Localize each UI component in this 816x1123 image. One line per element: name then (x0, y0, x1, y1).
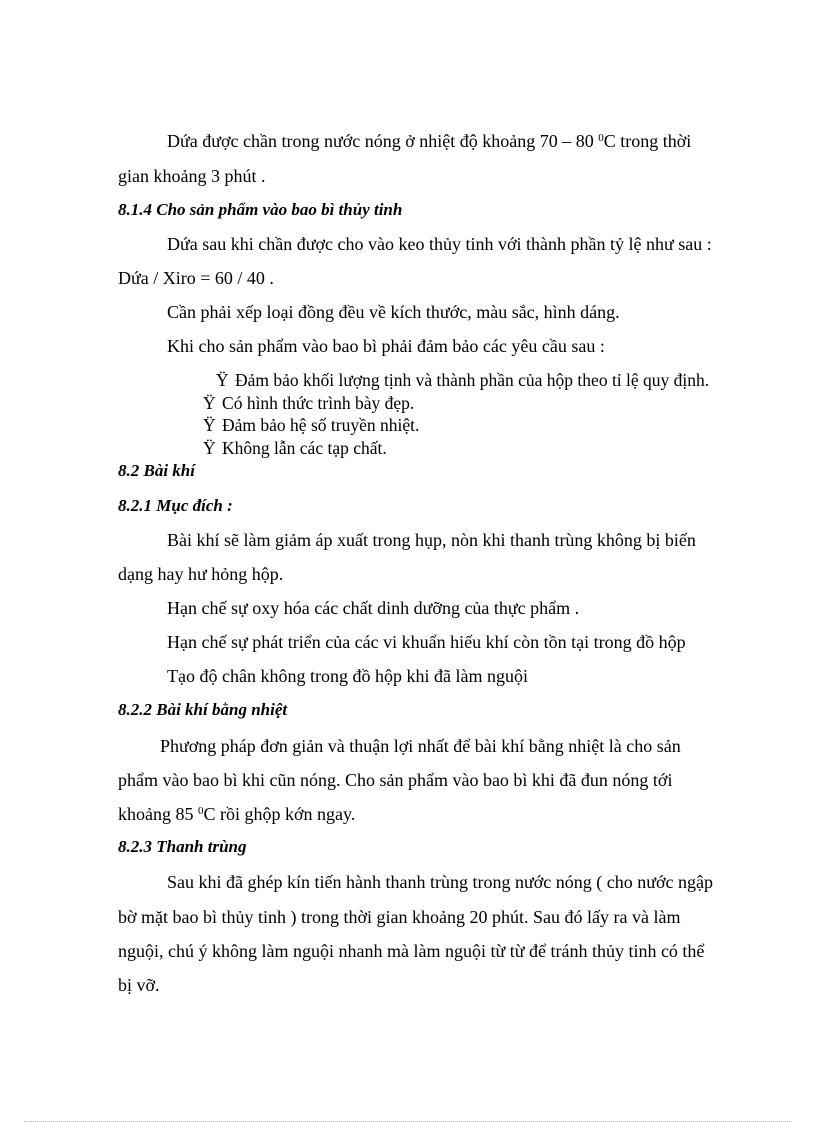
text-run: Dứa được chần trong nước nóng ở nhiệt độ khoảng 70 – 80 (167, 131, 599, 151)
bullet-text: Đảm bảo khối lượng tịnh và thành phần của hộp theo tỉ lệ quy định. (235, 370, 710, 390)
superscript-degree: 0 (198, 805, 204, 817)
bullet-item (216, 369, 709, 391)
bullet-marker: Ÿ (203, 438, 216, 458)
superscript-degree: 0 (598, 132, 604, 144)
bullet-item (203, 392, 414, 414)
paragraph-sterilization-line-3: nguội, chú ý không làm nguội nhanh mà làm nguội từ từ để tránh thủy tinh có thể (118, 941, 705, 961)
paragraph-blanching-line-2: gian khoảng 3 phút . (118, 166, 266, 186)
bullet-item (203, 414, 419, 436)
paragraph-oxidation: Hạn chế sự oxy hóa các chất dinh dưỡng của thực phẩm . (167, 598, 580, 618)
paragraph-requirements: Khi cho sản phẩm vào bao bì phải đảm bảo các yêu cầu sau : (167, 336, 605, 356)
paragraph-heat-exhaust-line-2: phẩm vào bao bì khi cũn nóng. Cho sản phẩm vào bao bì khi đã đun nóng tới (118, 770, 673, 790)
section-heading-8-2: 8.2 Bài khí (118, 461, 195, 480)
bullet-text: Không lẫn các tạp chất. (222, 438, 387, 458)
bullet-marker: Ÿ (216, 370, 229, 390)
section-heading-8-1-4: 8.1.4 Cho sản phẩm vào bao bì thủy tinh (118, 200, 403, 219)
paragraph-sorting: Cần phải xếp loại đồng đều về kích thước, màu sắc, hình dáng. (167, 302, 620, 322)
section-heading-8-2-2: 8.2.2 Bài khí bằng nhiệt (118, 700, 288, 719)
paragraph-heat-exhaust-line-1: Phương pháp đơn giản và thuận lợi nhất để bài khí bằng nhiệt là cho sản (160, 736, 681, 756)
paragraph-heat-exhaust-line-3 (118, 803, 355, 825)
page-bottom-divider (24, 1121, 792, 1122)
bullet-marker: Ÿ (203, 393, 216, 413)
text-run: C trong thời (603, 131, 692, 151)
paragraph-sterilization-line-2: bờ mặt bao bì thủy tinh ) trong thời gian khoảng 20 phút. Sau đó lấy ra và làm (118, 907, 681, 927)
paragraph-blanching-line-1 (167, 130, 691, 152)
bullet-text: Đảm bảo hệ số truyền nhiệt. (222, 415, 420, 435)
bullet-item (203, 437, 387, 459)
paragraph-sterilization-line-1: Sau khi đã ghép kín tiến hành thanh trùng trong nước nóng ( cho nước ngập (167, 872, 713, 892)
paragraph-exhaust-line-2: dạng hay hư hỏng hộp. (118, 564, 284, 584)
section-heading-8-2-1: 8.2.1 Mục đích : (118, 496, 233, 515)
text-run: C rồi ghộp kớn ngay. (203, 804, 356, 824)
paragraph-ratio-line-2: Dứa / Xiro = 60 / 40 . (118, 268, 274, 288)
bullet-text: Có hình thức trình bày đẹp. (222, 393, 415, 413)
text-run: khoảng 85 (118, 804, 198, 824)
paragraph-vacuum: Tạo độ chân không trong đồ hộp khi đã làm nguội (167, 666, 528, 686)
paragraph-bacteria: Hạn chế sự phát triển của các vi khuẩn hiếu khí còn tồn tại trong đồ hộp (167, 632, 686, 652)
paragraph-ratio-line-1: Dứa sau khi chần được cho vào keo thủy tinh với thành phần tỷ lệ như sau : (167, 234, 712, 254)
paragraph-exhaust-line-1: Bài khí sẽ làm giảm áp xuất trong hụp, nòn khi thanh trùng không bị biến (167, 530, 696, 550)
paragraph-sterilization-line-4: bị vỡ. (118, 975, 160, 995)
section-heading-8-2-3: 8.2.3 Thanh trùng (118, 837, 247, 856)
bullet-marker: Ÿ (203, 415, 216, 435)
